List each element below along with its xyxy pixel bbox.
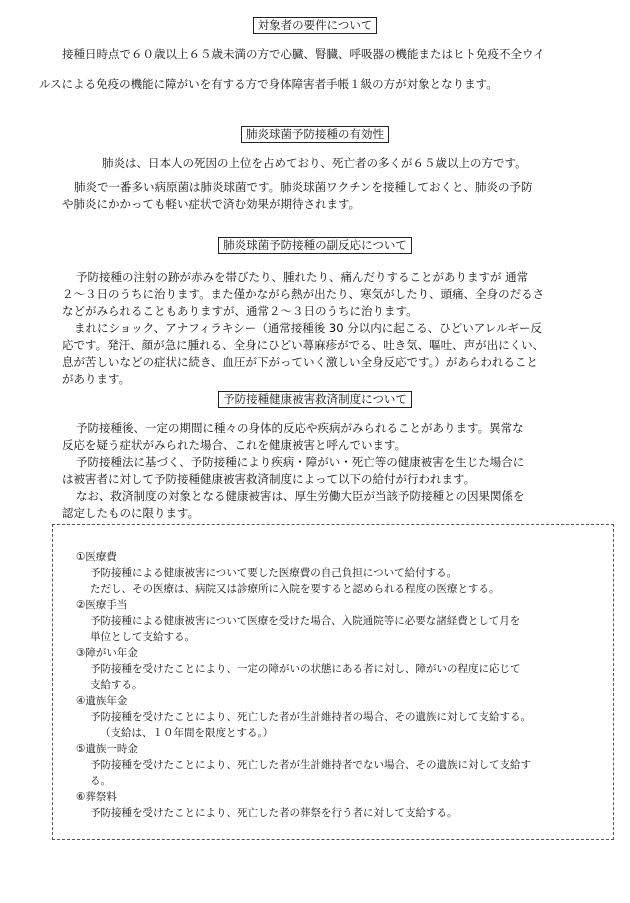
side-effects-line-5: 応です。発汗、顔が急に腫れる、全身にひどい蕁麻疹がでる、吐き気、嘔吐、声が出にくい、 [62, 338, 545, 352]
effectiveness-line-2: 肺炎で一番多い病原菌は肺炎球菌です。肺炎球菌ワクチンを接種しておくと、肺炎の予防 [74, 180, 533, 194]
side-effects-heading: 肺炎球菌予防接種の副反応について [218, 237, 412, 254]
eligibility-heading-wrap [0, 14, 630, 34]
relief-line-4: は被害者に対して予防接種健康被害救済制度によって以下の給付が行われます。 [62, 472, 476, 486]
benefit-body-line: ただし、その医療は、病院又は診療所に入院を要すると認められる程度の医療とする。 [90, 583, 500, 595]
side-effects-line-2: ２～３日のうちに治ります。また僅かながら熱が出たり、寒気がしたり、頭痛、全身のだるさ [62, 287, 545, 301]
benefit-title-funeral-expenses: ⑥葬祭料 [76, 791, 117, 803]
benefit-body-line: 予防接種を受けたことにより、死亡した者の葬祭を行う者に対して支給する。 [90, 807, 458, 819]
side-effects-line-7: があります。 [62, 372, 131, 386]
benefit-body-line: る。 [90, 775, 111, 787]
relief-line-5: なお、救済制度の対象となる健康被害は、厚生労働大臣が当該予防接種との因果関係を [76, 489, 525, 503]
side-effects-line-4: まれにショック、アナフィラキシー（通常接種後 30 分以内に起こる、ひどいアレルギー反 [74, 321, 542, 335]
benefits-list [76, 549, 616, 821]
benefit-body-line: 予防接種による健康被害について医療を受けた場合、入院通院等に必要な諸経費として月を [90, 615, 521, 627]
relief-heading-wrap [0, 388, 630, 408]
benefit-title-medical-expenses: ①医療費 [76, 551, 117, 563]
side-effects-line-3: などがみられることもありますが、通常２～３日のうちに治ります。 [62, 304, 418, 318]
benefit-body-line: 単位として支給する。 [90, 631, 195, 643]
benefit-body-line: 予防接種を受けたことにより、死亡した者が生計維持者の場合、その遺族に対して支給する。 [90, 711, 531, 723]
relief-line-3: 予防接種法に基づく、予防接種により疾病・障がい・死亡等の健康被害を生じた場合に [76, 455, 525, 469]
benefit-title-medical-allowance: ②医療手当 [76, 599, 128, 611]
eligibility-line-2: ルスによる免疫の機能に障がいを有する方で身体障害者手帳１級の方が対象となります。 [39, 77, 498, 91]
relief-line-1: 予防接種後、一定の期間に種々の身体的反応や疾病がみられることがあります。異常な [76, 421, 524, 435]
relief-heading: 予防接種健康被害救済制度について [218, 391, 412, 408]
effectiveness-heading: 肺炎球菌予防接種の有効性 [241, 126, 389, 143]
relief-line-6: 認定したものに限ります。 [62, 506, 200, 520]
eligibility-line-1: 接種日時点で６０歳以上６５歳未満の方で心臓、腎臓、呼吸器の機能またはヒト免疫不全ウイ [62, 47, 545, 61]
benefit-body-line: 予防接種を受けたことにより、一定の障がいの状態にある者に対し、障がいの程度に応じて [90, 663, 521, 675]
effectiveness-heading-wrap [0, 123, 630, 143]
benefit-body-line: 支給する。 [90, 679, 143, 691]
effectiveness-line-3: や肺炎にかかっても軽い症状で済む効果が期待されます。 [62, 197, 361, 211]
benefit-title-disability-pension: ③障がい年金 [76, 647, 138, 659]
benefit-title-survivor-pension: ④遺族年金 [76, 695, 128, 707]
benefit-title-survivor-lump-sum: ⑤遺族一時金 [76, 743, 138, 755]
effectiveness-line-1: 肺炎は、日本人の死因の上位を占めており、死亡者の多くが６５歳以上の方です。 [102, 156, 527, 170]
benefit-body-line: （支給は、１０年間を限度とする。） [100, 727, 274, 739]
side-effects-line-1: 予防接種の注射の跡が赤みを帯びたり、腫れたり、痛んだりすることがありますが 通常 [76, 270, 529, 284]
benefit-body-line: 予防接種による健康被害について要した医療費の自己負担について給付する。 [90, 567, 458, 579]
eligibility-heading: 対象者の要件について [253, 17, 378, 34]
side-effects-heading-wrap [0, 234, 630, 254]
side-effects-line-6: 息が苦しいなどの症状に続き、血圧が下がっていく激しい全身反応です。）があらわれること [62, 355, 538, 369]
relief-line-2: 反応を疑う症状がみられた場合、これを健康被害と呼んでいます。 [62, 438, 407, 452]
benefit-body-line: 予防接種を受けたことにより、死亡した者が生計維持者でない場合、その遺族に対して支給す [90, 759, 531, 771]
